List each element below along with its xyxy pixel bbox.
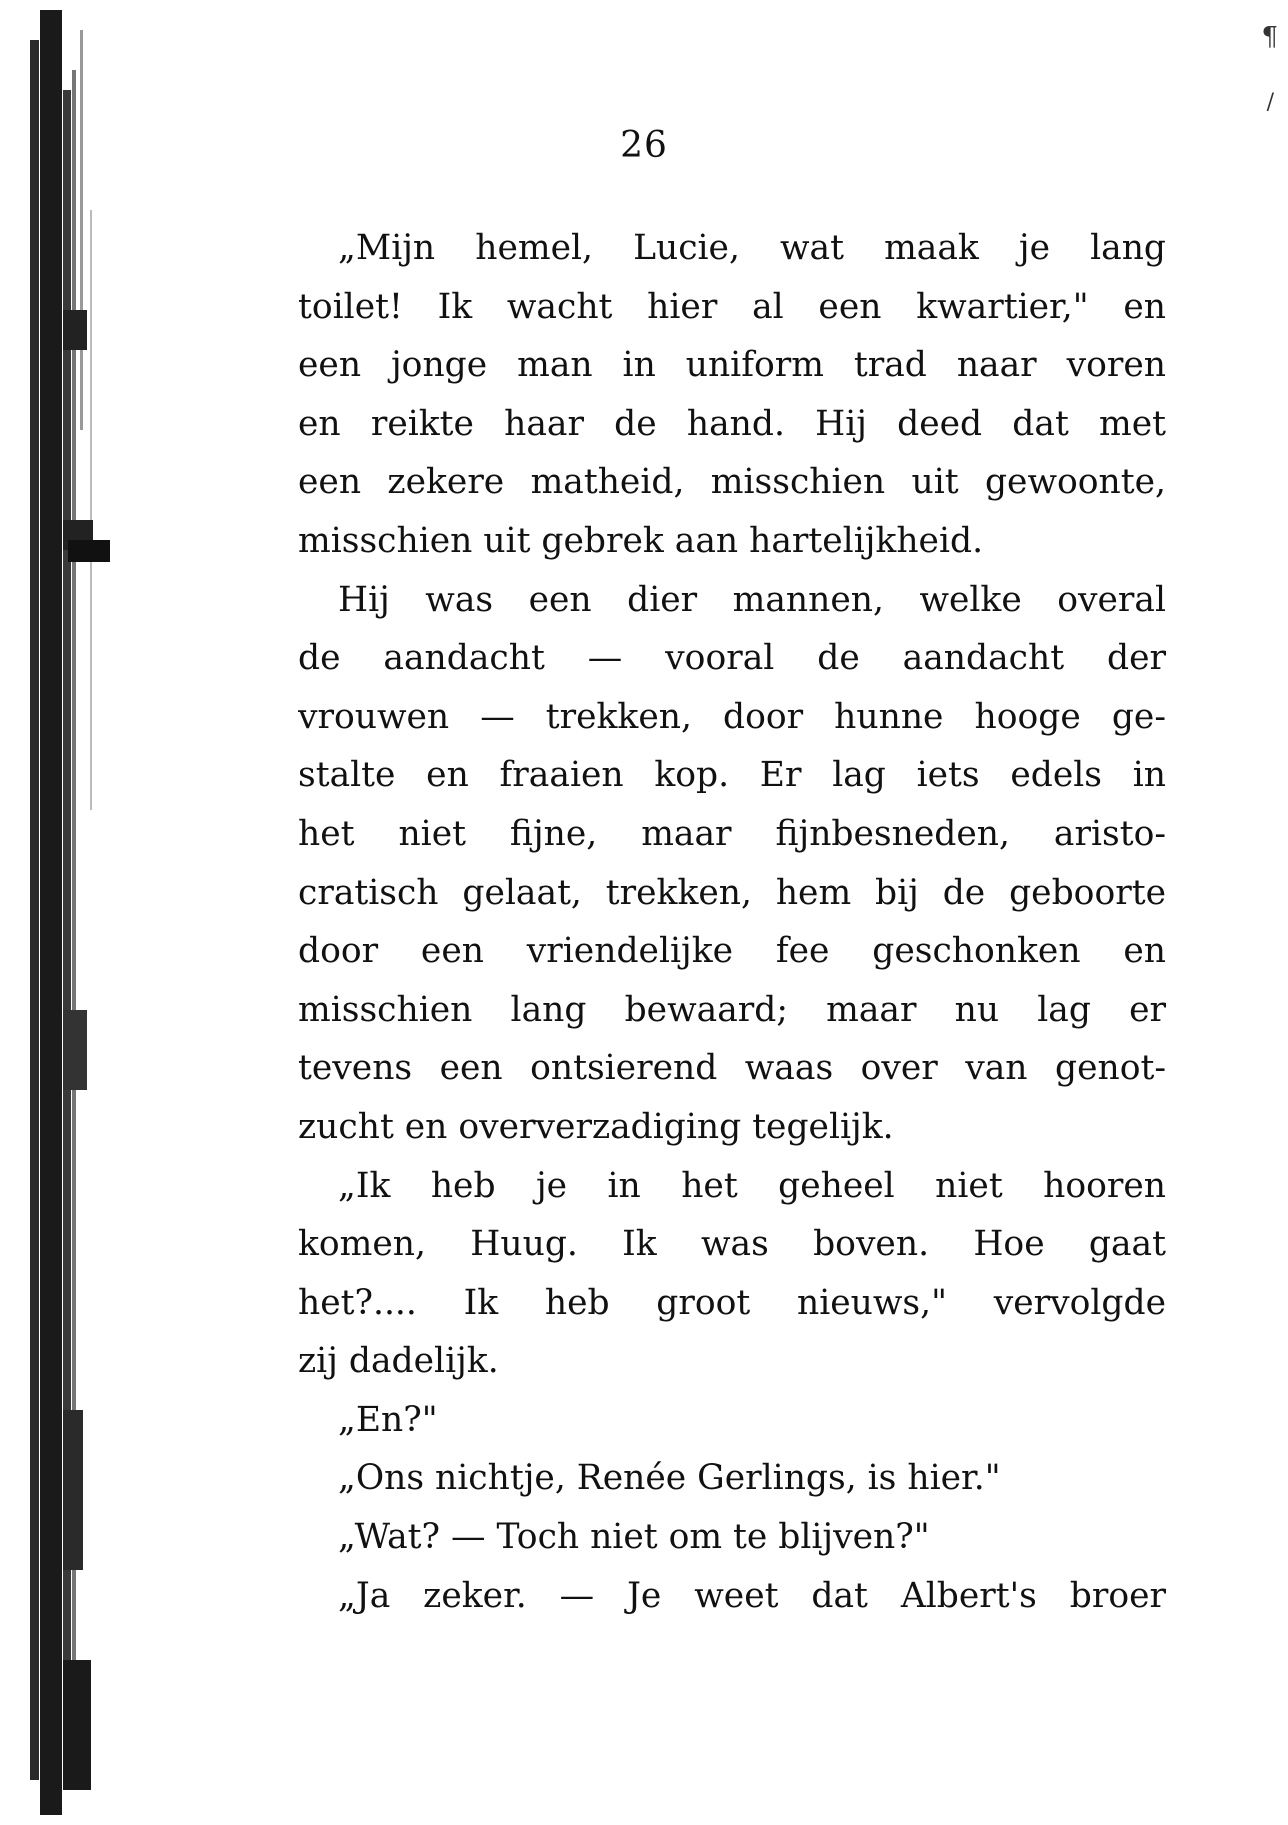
paragraph [298, 1567, 1166, 1626]
text-line: toilet! Ik wacht hier al een kwartier," en [298, 286, 1166, 327]
text-line: door een vriendelijke fee geschonken en [298, 931, 1166, 972]
corner-mark-slash: / [1266, 90, 1274, 115]
text-line: misschien lang bewaard; maar nu lag er [298, 989, 1166, 1030]
paragraph [298, 1449, 1166, 1508]
paragraph [298, 1508, 1166, 1567]
page-number: 26 [620, 125, 668, 166]
paragraph [298, 1157, 1166, 1391]
scanned-binding-edge [30, 10, 110, 1815]
text-line: komen, Huug. Ik was boven. Hoe gaat [298, 1224, 1166, 1265]
corner-mark-pilcrow: ¶ [1261, 22, 1278, 52]
text-line: „Ja zeker. — Je weet dat Albert's broer [338, 1575, 1166, 1616]
text-line: en reikte haar de hand. Hij deed dat met [298, 403, 1166, 444]
text-line: „Mijn hemel, Lucie, wat maak je lang [338, 228, 1166, 268]
text-line: zucht en oververzadiging tegelijk. [298, 1106, 894, 1147]
paragraph [298, 219, 1166, 571]
text-line: vrouwen — trekken, door hunne hooge ge- [298, 696, 1166, 737]
text-line: een zekere matheid, misschien uit gewoonte, [298, 462, 1166, 503]
body-text [298, 219, 1166, 1625]
text-line: cratisch gelaat, trekken, hem bij de geboorte [298, 872, 1166, 913]
text-line: „Wat? — Toch niet om te blijven?" [338, 1517, 930, 1558]
text-line: „Ons nichtje, Renée Gerlings, is hier." [338, 1458, 1001, 1499]
text-line: de aandacht — vooral de aandacht der [298, 638, 1166, 679]
paragraph [298, 571, 1166, 1157]
text-line: tevens een ontsierend waas over van genot- [298, 1048, 1166, 1089]
text-line: „En?" [338, 1399, 438, 1440]
text-line: het?.... Ik heb groot nieuws," vervolgde [298, 1282, 1166, 1323]
text-line: Hij was een dier mannen, welke overal [338, 579, 1166, 620]
text-line: misschien uit gebrek aan hartelijkheid. [298, 520, 984, 561]
text-line: het niet fijne, maar fijnbesneden, aristo- [298, 813, 1166, 854]
text-line: een jonge man in uniform trad naar voren [298, 345, 1166, 386]
text-line: zij dadelijk. [298, 1341, 499, 1382]
paragraph [298, 1391, 1166, 1450]
text-line: „Ik heb je in het geheel niet hooren [338, 1165, 1166, 1206]
text-line: stalte en fraaien kop. Er lag iets edels in [298, 755, 1166, 796]
